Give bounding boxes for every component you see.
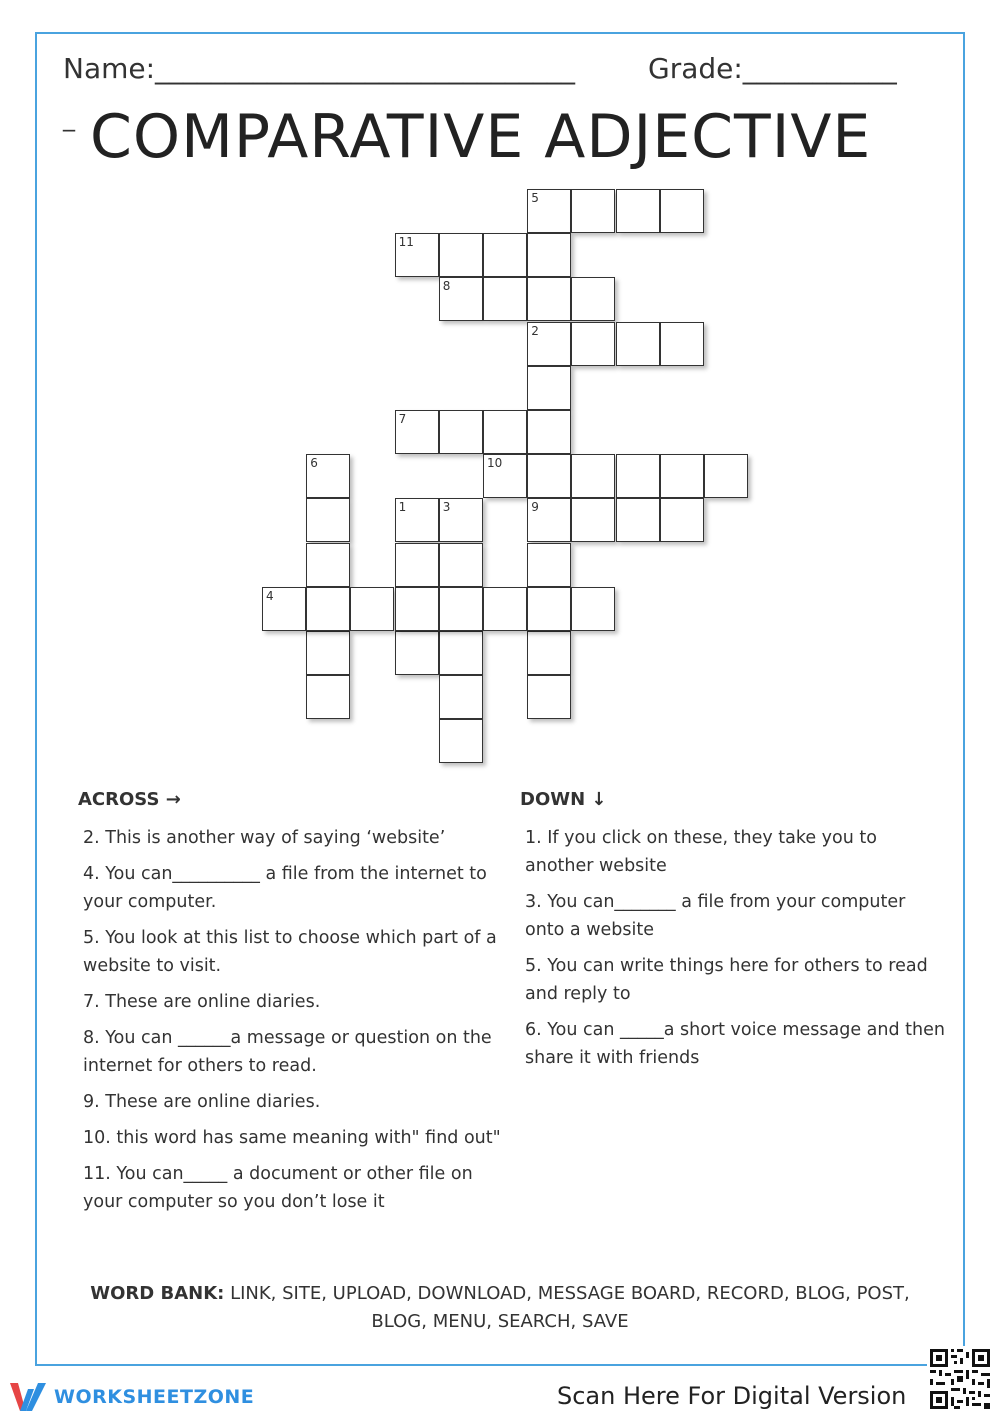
crossword-cell[interactable] bbox=[395, 543, 439, 587]
clue-number: 4 bbox=[266, 588, 274, 603]
crossword-cell[interactable] bbox=[616, 189, 660, 233]
crossword-cell[interactable] bbox=[306, 587, 350, 631]
clue-number: 3 bbox=[442, 500, 451, 515]
across-clue-list bbox=[83, 824, 503, 1224]
crossword-cell[interactable] bbox=[483, 277, 527, 321]
word-bank bbox=[90, 1280, 910, 1336]
clue-number: 7 bbox=[398, 412, 407, 426]
scan-caption: Scan Here For Digital Version bbox=[557, 1382, 907, 1410]
clue-number: 11 bbox=[398, 235, 414, 250]
crossword-cell[interactable] bbox=[350, 587, 394, 631]
crossword-cell[interactable] bbox=[527, 543, 571, 587]
clue-number: 5 bbox=[531, 191, 539, 205]
across-clue: 2. This is another way of saying ‘website’ bbox=[83, 828, 446, 848]
across-clue: 4. You can__________ a file from the internet to your computer. bbox=[83, 864, 487, 912]
across-clue: 11. You can_____ a document or other file on your computer so you don’t lose it bbox=[83, 1164, 473, 1212]
crossword-cell[interactable] bbox=[439, 543, 483, 587]
clue-number: 8 bbox=[442, 279, 451, 294]
crossword-cell[interactable] bbox=[660, 322, 704, 366]
down-clue-list bbox=[525, 824, 945, 1080]
header-dash: _ bbox=[63, 104, 75, 132]
across-clue: 5. You look at this list to choose which part of a website to visit. bbox=[83, 928, 497, 976]
crossword-cell[interactable] bbox=[439, 233, 483, 277]
down-clue: 6. You can _____a short voice message and then share it with friends bbox=[525, 1020, 945, 1068]
crossword-cell[interactable] bbox=[306, 454, 350, 498]
crossword-cell[interactable] bbox=[306, 631, 350, 675]
down-clue: 5. You can write things here for others to read and reply to bbox=[525, 956, 928, 1004]
clue-number: 6 bbox=[310, 456, 318, 471]
crossword-cell[interactable] bbox=[527, 631, 571, 675]
worksheetzone-logo[interactable] bbox=[10, 1380, 254, 1414]
crossword-cell[interactable] bbox=[616, 498, 660, 542]
crossword-cell[interactable] bbox=[439, 498, 483, 542]
crossword-cell[interactable] bbox=[439, 675, 483, 719]
crossword-cell[interactable] bbox=[439, 631, 483, 675]
word-bank-label: WORD BANK: bbox=[90, 1283, 225, 1304]
clue-number: 1 bbox=[398, 500, 407, 515]
clue-number: 9 bbox=[531, 500, 539, 515]
crossword-cell[interactable] bbox=[527, 189, 571, 233]
clue-number: 2 bbox=[531, 323, 539, 338]
crossword-cell[interactable] bbox=[571, 587, 615, 631]
crossword-cell[interactable] bbox=[527, 277, 571, 321]
across-clue: 8. You can ______a message or question on the internet for others to read. bbox=[83, 1028, 492, 1076]
crossword-cell[interactable] bbox=[439, 277, 483, 321]
crossword-cell[interactable] bbox=[571, 322, 615, 366]
grade-field[interactable]: Grade:___________ bbox=[648, 52, 897, 85]
crossword-cell[interactable] bbox=[527, 410, 571, 454]
clue-number: 10 bbox=[487, 456, 503, 471]
crossword-cell[interactable] bbox=[483, 454, 527, 498]
crossword-cell[interactable] bbox=[483, 410, 527, 454]
crossword-cell[interactable] bbox=[527, 233, 571, 277]
down-clue: 1. If you click on these, they take you to another website bbox=[525, 828, 877, 876]
crossword-cell[interactable] bbox=[306, 543, 350, 587]
crossword-cell[interactable] bbox=[660, 454, 704, 498]
crossword-cell[interactable] bbox=[395, 587, 439, 631]
crossword-cell[interactable] bbox=[527, 454, 571, 498]
crossword-cell[interactable] bbox=[262, 587, 306, 631]
qr-code-icon[interactable] bbox=[927, 1346, 993, 1412]
crossword-cell[interactable] bbox=[395, 410, 439, 454]
crossword-cell[interactable] bbox=[395, 498, 439, 542]
page-title: COMPARATIVE ADJECTIVE bbox=[90, 102, 872, 172]
crossword-cell[interactable] bbox=[395, 233, 439, 277]
down-clue: 3. You can_______ a file from your computer onto a website bbox=[525, 892, 906, 940]
across-clue: 10. this word has same meaning with" find out" bbox=[83, 1128, 501, 1148]
crossword-cell[interactable] bbox=[439, 410, 483, 454]
crossword-cell[interactable] bbox=[527, 498, 571, 542]
crossword-cell[interactable] bbox=[571, 454, 615, 498]
crossword-cell[interactable] bbox=[483, 233, 527, 277]
crossword-cell[interactable] bbox=[395, 631, 439, 675]
crossword-cell[interactable] bbox=[571, 277, 615, 321]
crossword-cell[interactable] bbox=[616, 322, 660, 366]
down-heading: DOWN ↓ bbox=[520, 789, 607, 810]
crossword-cell[interactable] bbox=[616, 454, 660, 498]
crossword-cell[interactable] bbox=[527, 675, 571, 719]
word-bank-words: LINK, SITE, UPLOAD, DOWNLOAD, MESSAGE BOARD, RECORD, BLOG, POST, BLOG, MENU, SEARCH, SAVE bbox=[230, 1283, 910, 1332]
crossword-cell[interactable] bbox=[660, 189, 704, 233]
crossword-cell[interactable] bbox=[483, 587, 527, 631]
crossword-cell[interactable] bbox=[704, 454, 748, 498]
crossword-cell[interactable] bbox=[527, 322, 571, 366]
crossword-cell[interactable] bbox=[571, 189, 615, 233]
across-heading: ACROSS → bbox=[78, 789, 181, 810]
crossword-cell[interactable] bbox=[527, 366, 571, 410]
crossword-cell[interactable] bbox=[660, 498, 704, 542]
across-clue: 9. These are online diaries. bbox=[83, 1092, 321, 1112]
crossword-cell[interactable] bbox=[306, 498, 350, 542]
crossword-cell[interactable] bbox=[439, 587, 483, 631]
name-field[interactable]: Name:______________________________ bbox=[63, 52, 576, 85]
logo-text: WORKSHEETZONE bbox=[54, 1386, 255, 1408]
across-clue: 7. These are online diaries. bbox=[83, 992, 321, 1012]
crossword-cell[interactable] bbox=[439, 719, 483, 763]
crossword-cell[interactable] bbox=[527, 587, 571, 631]
crossword-cell[interactable] bbox=[306, 675, 350, 719]
crossword-cell[interactable] bbox=[571, 498, 615, 542]
logo-w-icon bbox=[10, 1381, 50, 1413]
